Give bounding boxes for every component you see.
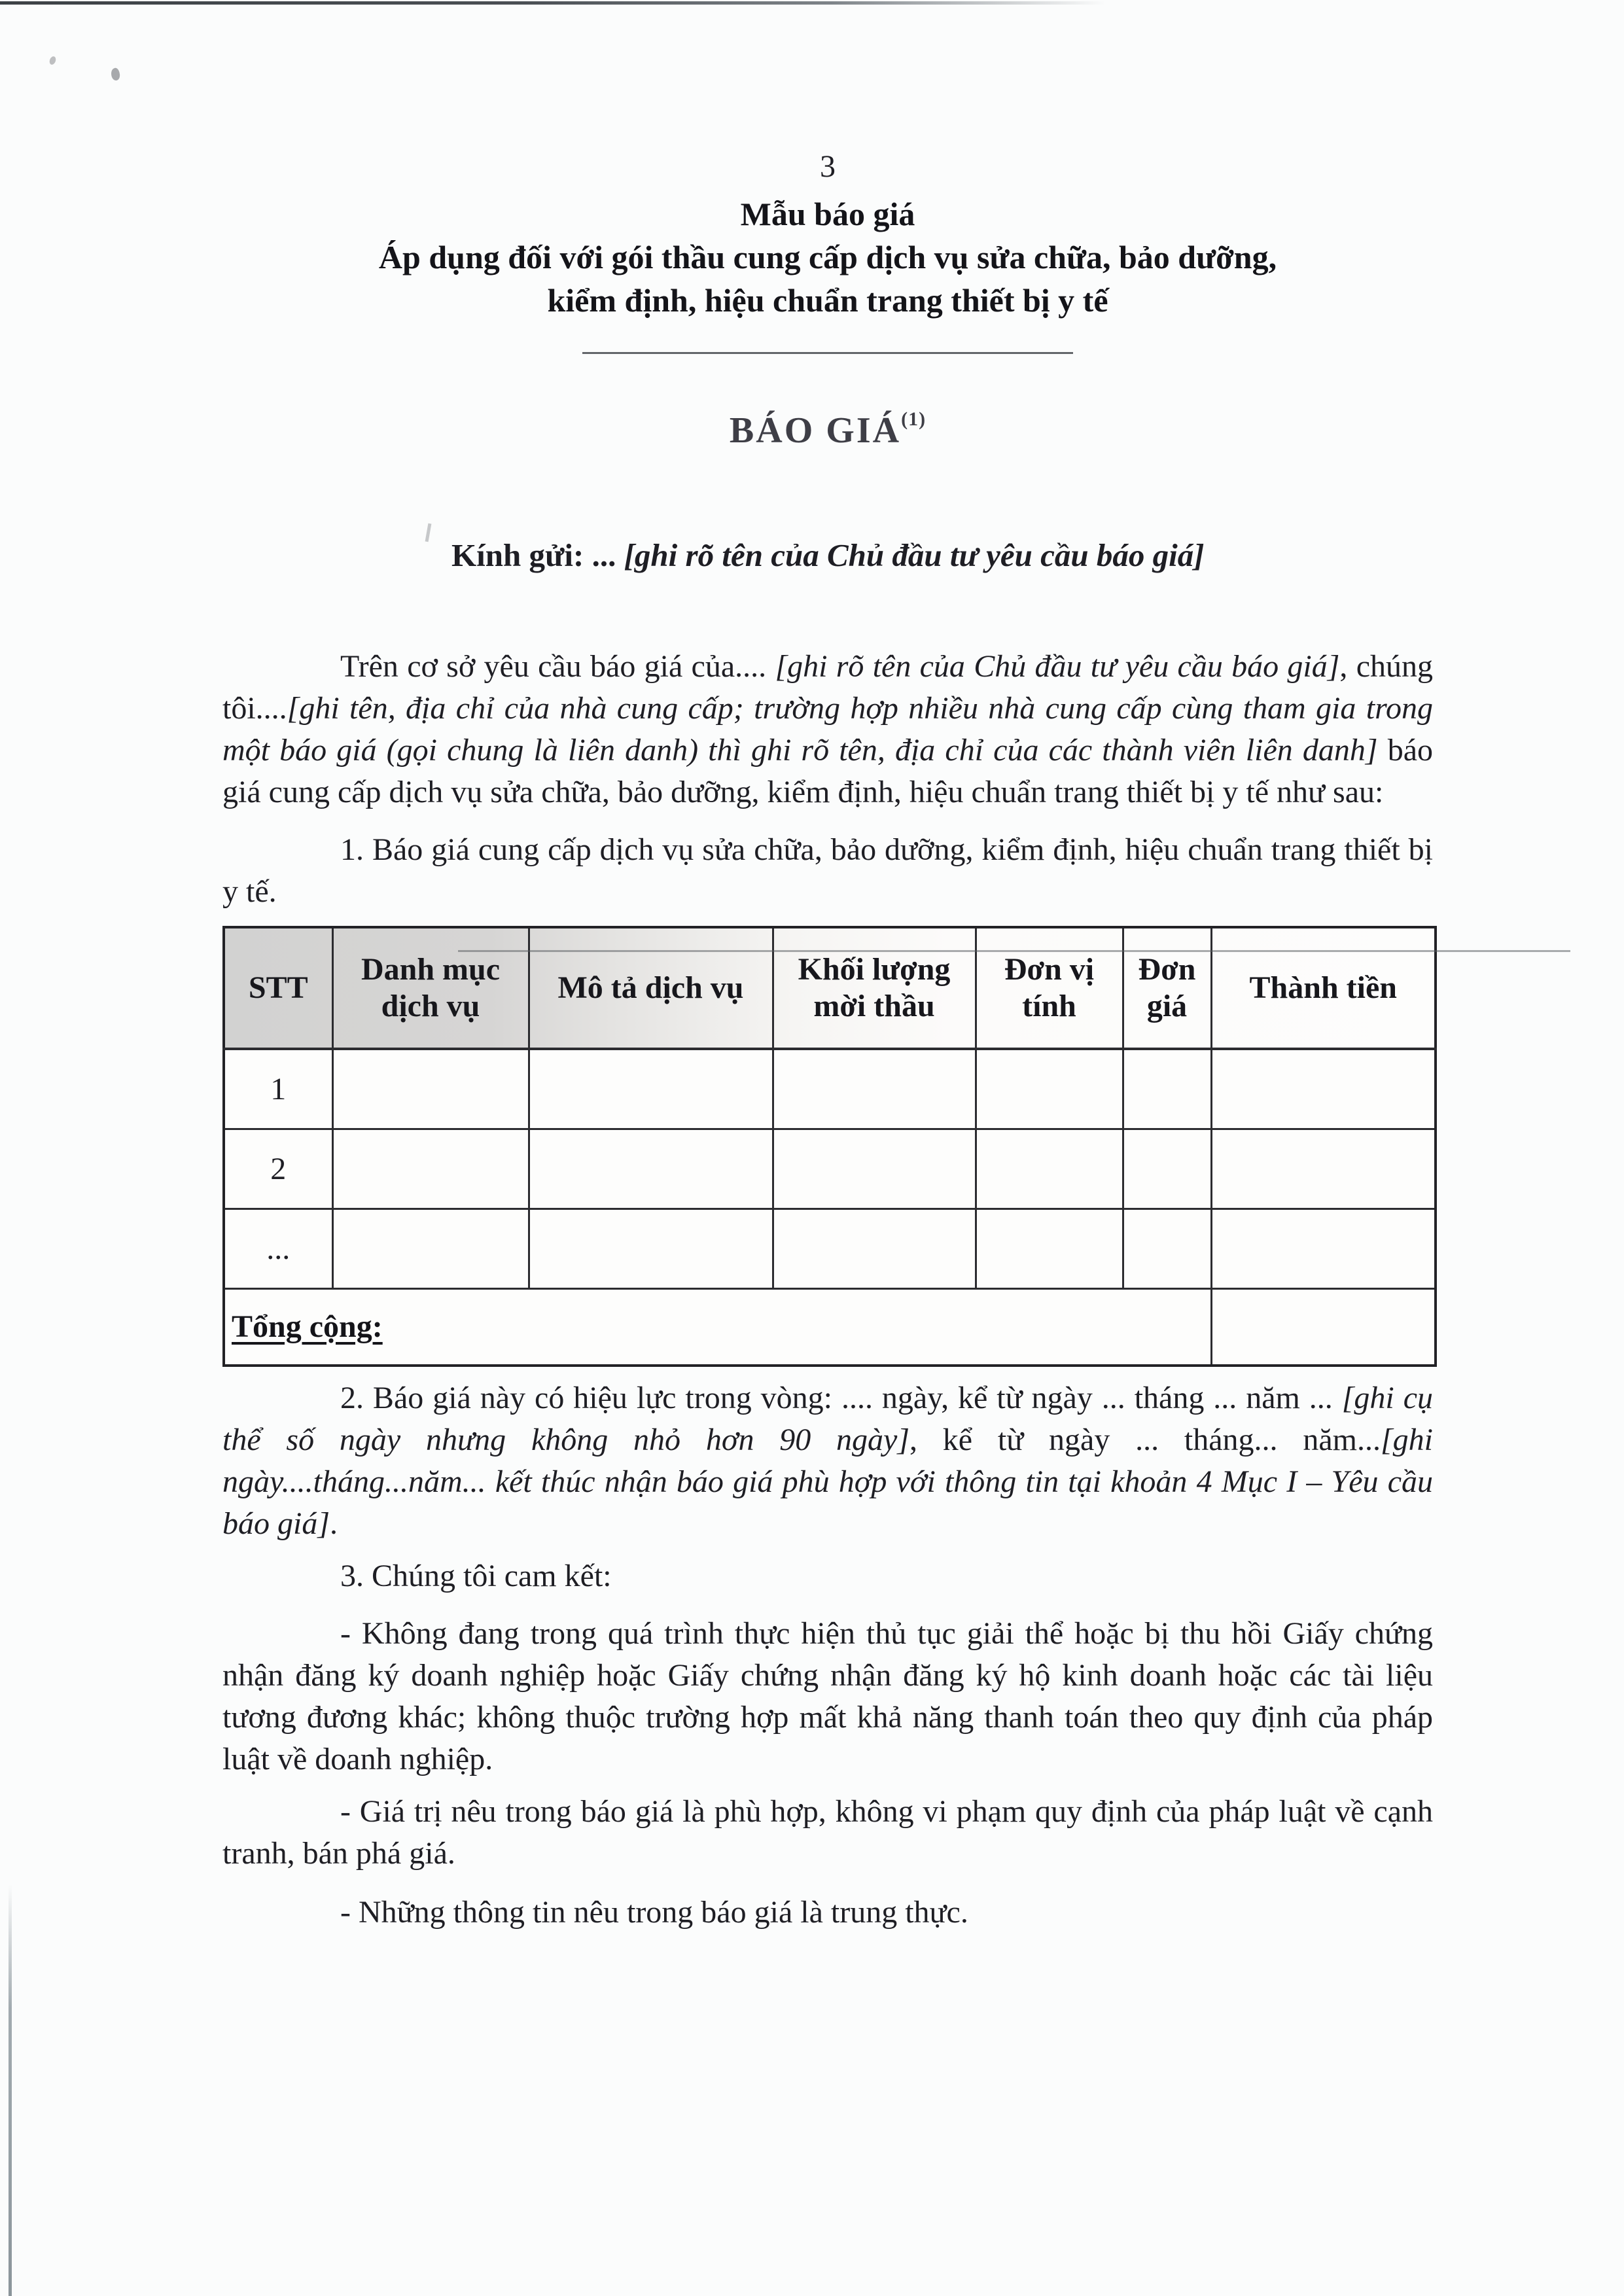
cell-empty — [773, 1129, 976, 1209]
column-header-danh-muc: Danh mục dịch vụ — [332, 927, 529, 1049]
section2-text: 2. Báo giá này có hiệu lực trong vòng: .... ngày, kể từ ngày ... tháng ... năm ... — [340, 1381, 1342, 1415]
salutation-line — [222, 534, 1433, 577]
column-header-don-vi: Đơn vị tính — [976, 927, 1123, 1049]
section2-text: , kể từ ngày ... tháng... năm... — [909, 1422, 1381, 1457]
intro-text: Trên cơ sở yêu cầu báo giá của.... — [340, 649, 775, 684]
salutation-dots: ... — [584, 537, 624, 573]
cell-empty — [529, 1209, 773, 1288]
cell-stt: ... — [224, 1209, 332, 1288]
page-number: 3 — [820, 149, 836, 184]
section2-text: . — [330, 1506, 338, 1541]
cell-empty — [1123, 1049, 1211, 1129]
section2-placeholder: [ghi ngày....tháng...năm... kết thúc nhận báo giá phù hợp với thông tin tại khoản 4 Mục I – Yêu cầu báo giá] — [222, 1422, 1433, 1541]
intro-paragraph — [222, 646, 1433, 813]
section3-title: 3. Chúng tôi cam kết: — [340, 1559, 612, 1593]
commitment-item: - Những thông tin nêu trong báo giá là trung thực. — [340, 1895, 968, 1930]
cell-total-amount — [1211, 1288, 1436, 1366]
cell-empty — [1211, 1049, 1436, 1129]
cell-empty — [332, 1209, 529, 1288]
cell-empty — [529, 1129, 773, 1209]
column-header-thanh-tien: Thành tiền — [1211, 927, 1436, 1049]
table-row — [224, 1209, 1436, 1288]
cell-empty — [976, 1049, 1123, 1129]
table-total-row — [224, 1288, 1436, 1366]
column-header-khoi-luong: Khối lượng mời thầu — [773, 927, 976, 1049]
section2-paragraph — [222, 1377, 1433, 1545]
cell-empty — [1123, 1209, 1211, 1288]
column-header-stt: STT — [224, 927, 332, 1049]
table-row — [224, 1049, 1436, 1129]
table-row — [224, 1129, 1436, 1209]
cell-empty — [1211, 1209, 1436, 1288]
intro-text: báo giá cung cấp dịch vụ sửa chữa, bảo dưỡng, kiểm định, hiệu chuẩn trang thiết bị y tế như sau: — [222, 733, 1433, 809]
total-label-cell — [224, 1288, 1211, 1366]
quote-heading — [222, 393, 1433, 457]
cell-empty — [773, 1049, 976, 1129]
intro-placeholder: [ghi rõ tên của Chủ đầu tư yêu cầu báo giá] — [775, 649, 1340, 684]
cell-empty — [332, 1129, 529, 1209]
form-title: Mẫu báo giá — [740, 196, 915, 232]
divider-line — [582, 352, 1073, 354]
section2-placeholder: [ghi cụ thể số ngày nhưng không nhỏ hơn 90 ngày] — [222, 1381, 1434, 1457]
cell-stt: 2 — [224, 1129, 332, 1209]
cell-empty — [976, 1209, 1123, 1288]
column-header-don-gia: Đơn giá — [1123, 927, 1211, 1049]
cell-empty — [529, 1049, 773, 1129]
column-header-mo-ta: Mô tả dịch vụ — [529, 927, 773, 1049]
footnote-reference: (1) — [901, 408, 927, 430]
scan-artifact-left-edge — [9, 1884, 12, 2296]
intro-placeholder: [ghi tên, địa chỉ của nhà cung cấp; trường hợp nhiều nhà cung cấp cùng tham gia trong một báo giá (gọi chung là liên danh) thì ghi rõ tên, địa chỉ của các thành viên liên danh] — [222, 691, 1433, 768]
cell-empty — [773, 1209, 976, 1288]
commitment-item: - Giá trị nêu trong báo giá là phù hợp, không vi phạm quy định của pháp luật về cạnh tranh, bán phá giá. — [222, 1794, 1433, 1871]
intro-text: , chúng tôi.... — [222, 649, 1433, 726]
scan-artifact-table-line — [458, 950, 1570, 952]
cell-empty — [332, 1049, 529, 1129]
cell-empty — [1211, 1129, 1436, 1209]
quotation-table — [222, 926, 1437, 1367]
cell-empty — [1123, 1129, 1211, 1209]
table-header-row — [224, 927, 1436, 1049]
section1-paragraph: 1. Báo giá cung cấp dịch vụ sửa chữa, bảo dưỡng, kiểm định, hiệu chuẩn trang thiết bị y tế. — [222, 832, 1433, 909]
cell-stt: 1 — [224, 1049, 332, 1129]
quote-heading-text: BÁO GIÁ — [729, 410, 902, 451]
salutation-label: Kính gửi: — [451, 537, 584, 573]
salutation-placeholder: [ghi rõ tên của Chủ đầu tư yêu cầu báo giá] — [624, 537, 1205, 573]
cell-empty — [976, 1129, 1123, 1209]
commitment-item: - Không đang trong quá trình thực hiện thủ tục giải thể hoặc bị thu hồi Giấy chứng nhận đăng ký doanh nghiệp hoặc Giấy chứng nhận đăng ký hộ kinh doanh hoặc các tài liệu tương đương khác; không thuộc trường hợp mất khả năng thanh toán theo quy định của pháp luật về doanh nghiệp. — [222, 1616, 1433, 1776]
form-subtitle-line2: kiểm định, hiệu chuẩn trang thiết bị y tế — [547, 282, 1108, 319]
total-label: Tổng cộng: — [232, 1309, 383, 1345]
form-subtitle-line1: Áp dụng đối với gói thầu cung cấp dịch vụ sửa chữa, bảo dưỡng, — [378, 239, 1277, 275]
scan-artifact-top-edge — [0, 1, 1152, 5]
